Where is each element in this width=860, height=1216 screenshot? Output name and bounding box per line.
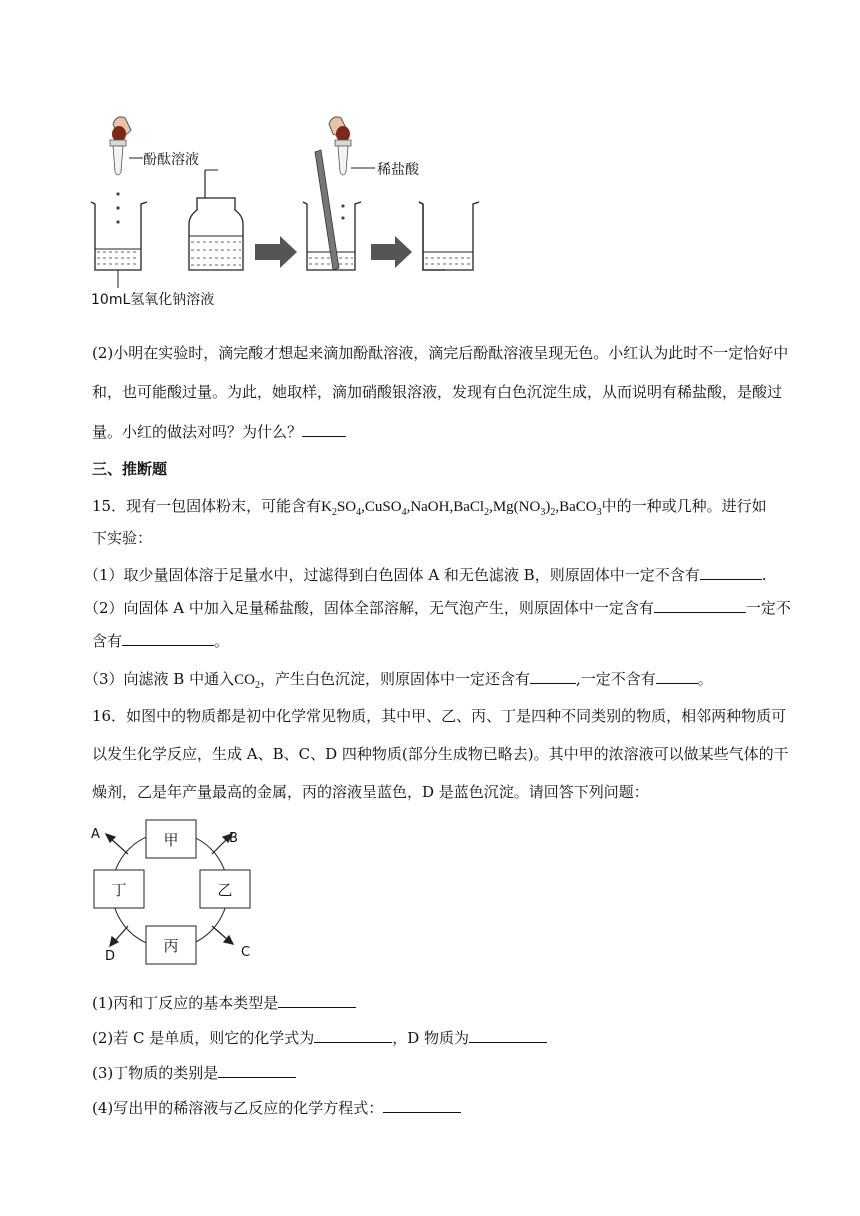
label-naoh: 10mL氢氧化钠溶液 <box>91 292 215 308</box>
beaker-4 <box>415 200 485 274</box>
q15-intro-line2: 下实验： <box>92 529 153 547</box>
answer-blank[interactable] <box>469 1027 547 1043</box>
dropper-icon <box>110 117 131 224</box>
q14-2-line3-text: 量。小红的做法对吗？为什么？ <box>92 423 303 441</box>
q16-a1-text: (1)丙和丁反应的基本类型是 <box>92 994 279 1012</box>
section-title: 三、推断题 <box>92 460 168 478</box>
q15-step1-end: . <box>761 566 767 584</box>
q15-intro-suffix: 中的一种或几种。进行如 <box>601 497 767 515</box>
answer-blank[interactable] <box>383 1097 461 1113</box>
q15-step2-text-b: 一定不 <box>745 599 791 617</box>
q14-2-line3 <box>92 421 346 442</box>
q16-a4 <box>92 1097 461 1118</box>
beaker-1 <box>91 202 147 270</box>
q15-step1 <box>84 564 767 585</box>
q15-step2-end: 。 <box>214 632 230 650</box>
answer-blank[interactable] <box>656 668 698 684</box>
answer-blank[interactable] <box>278 992 356 1008</box>
q16-line3: 燥剂，乙是年产量最高的金属，丙的溶液呈蓝色，D 是蓝色沉淀。请回答下列问题： <box>92 783 649 801</box>
arrow-right-icon <box>371 236 412 268</box>
q15-step2 <box>84 597 791 618</box>
q16-a4-text: (4)写出甲的稀溶液与乙反应的化学方程式： <box>92 1099 384 1117</box>
q16-a2 <box>92 1027 547 1048</box>
q15-step3-text: （3）向滤液 B 中通入 <box>84 670 235 688</box>
q16-a1 <box>92 992 356 1013</box>
co2-formula: $CO_2$ <box>234 672 260 691</box>
node-yi: 乙 <box>217 881 233 899</box>
q15-step3-text-b: ，产生白色沉淀，则原固体中一定还含有 <box>259 670 530 688</box>
q16-a3-text: (3)丁物质的类别是 <box>92 1064 219 1082</box>
answer-blank[interactable] <box>314 1027 392 1043</box>
q15-step2-text-c: 含有 <box>92 632 123 650</box>
q15-intro-prefix: 15．现有一包固体粉末，可能含有 <box>92 497 322 515</box>
arrow-right-icon <box>255 236 297 268</box>
product-C: C <box>241 945 251 960</box>
product-B: B <box>229 831 238 846</box>
answer-blank[interactable] <box>302 421 346 437</box>
q15-intro <box>92 496 767 523</box>
q15-step3-text-c: ,一定不含有 <box>575 670 656 688</box>
product-A: A <box>91 827 100 842</box>
reaction-cycle-diagram <box>88 818 268 968</box>
q15-step3 <box>84 668 713 696</box>
answer-blank[interactable] <box>530 668 576 684</box>
dropper-icon <box>329 117 351 220</box>
q16-a3 <box>92 1062 296 1083</box>
q15-step2-cont <box>92 630 229 651</box>
node-jia: 甲 <box>163 831 179 849</box>
q16-a2-text: (2)若 C 是单质，则它的化学式为 <box>92 1029 315 1047</box>
q16-a2-text-b: ，D 物质为 <box>392 1029 470 1047</box>
experiment-figure <box>85 112 445 312</box>
product-D: D <box>105 949 116 964</box>
chemical-list: $K_2SO_4,CuSO_4,NaOH,BaCl_2,Mg(NO_3)_2,BaCO_3$ <box>321 499 602 518</box>
q15-step3-end: 。 <box>697 670 713 688</box>
q15-step2-text: （2）向固体 A 中加入足量稀盐酸，固体全部溶解，无气泡产生，则原固体中一定含有 <box>84 599 654 617</box>
q14-2-line1: (2)小明在实验时，滴完酸才想起来滴加酚酞溶液，滴完后酚酞溶液呈现无色。小红认为此时不一定恰好中 <box>92 344 789 362</box>
q16-line1: 16．如图中的物质都是初中化学常见物质，其中甲、乙、丙、丁是四种不同类别的物质，相邻两种物质可 <box>92 707 787 725</box>
q15-step1-text: （1）取少量固体溶于足量水中，过滤得到白色固体 A 和无色滤液 B，则原固体中一定不含有 <box>84 566 700 584</box>
answer-blank[interactable] <box>654 597 746 613</box>
label-phenolphthalein: 酚酞溶液 <box>143 152 199 168</box>
reagent-bottle <box>189 170 243 270</box>
answer-blank[interactable] <box>122 630 214 646</box>
q16-line2: 以发生化学反应，生成 A、B、C、D 四种物质(部分生成物已略去)。其中甲的浓溶液可以做某些气体的干 <box>92 745 789 763</box>
node-bing: 丙 <box>163 937 179 955</box>
answer-blank[interactable] <box>700 564 762 580</box>
q14-2-line2: 和，也可能酸过量。为此，她取样，滴加硝酸银溶液，发现有白色沉淀生成，从而说明有稀盐酸，是酸过 <box>92 383 783 401</box>
answer-blank[interactable] <box>218 1062 296 1078</box>
node-ding: 丁 <box>111 881 127 899</box>
label-hcl: 稀盐酸 <box>377 162 419 178</box>
